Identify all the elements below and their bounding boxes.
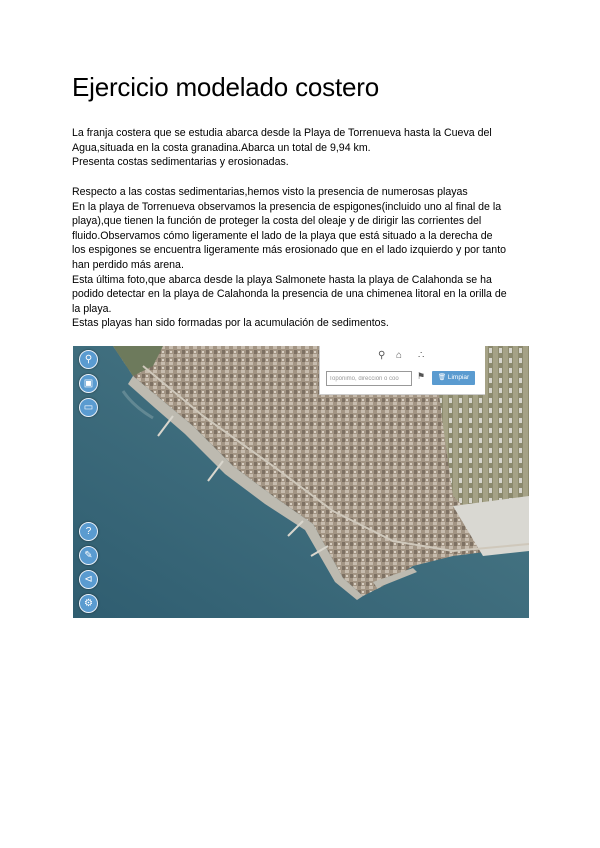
- text-line: Agua,situada en la costa granadina.Abarca un total de 9,94 km.: [72, 141, 371, 154]
- page-title: Ejercicio modelado costero: [72, 72, 379, 102]
- text-line: Presenta costas sedimentarias y erosionadas.: [72, 156, 289, 169]
- share-icon[interactable]: ⊲: [79, 570, 98, 589]
- text-line: fluido.Observamos cómo ligeramente el lado de la playa que está situado a la derecha de: [72, 229, 493, 242]
- layers-icon[interactable]: ▣: [79, 374, 98, 393]
- help-icon[interactable]: ?: [79, 522, 98, 541]
- clear-button[interactable]: 🗑 Limpiar: [432, 371, 475, 385]
- pencil-icon[interactable]: ✎: [79, 546, 98, 565]
- text-line: Respecto a las costas sedimentarias,hemos visto la presencia de numerosas playas: [72, 186, 468, 198]
- text-line: playa),que tienen la función de proteger la costa del oleaje y de dirigir las corrientes del: [72, 215, 482, 228]
- pin-icon[interactable]: ⚑: [417, 371, 426, 381]
- text-line: los espigones se encuentra ligeramente más erosionado que en el lado izquierdo y por tanto: [72, 244, 507, 257]
- text-line: han perdido más arena.: [72, 258, 184, 271]
- paragraph-analysis: [72, 185, 532, 331]
- aerial-map[interactable]: [73, 346, 529, 618]
- text-line: Esta última foto,que abarca desde la playa Salmonete hasta la playa de Calahonda se ha: [72, 273, 492, 286]
- paragraph-intro: [72, 126, 532, 170]
- text-line: podido detectar en la playa de Calahonda la presencia de una chimenea litoral en la orilla de: [72, 288, 507, 301]
- home-icon[interactable]: ⌂: [396, 350, 403, 361]
- settings-icon[interactable]: ⚙: [79, 594, 98, 613]
- clear-label: Limpiar: [447, 374, 470, 381]
- text-line: En la playa de Torrenueva observamos la presencia de espigones(incluido uno al final de la: [72, 200, 502, 213]
- text-line: La franja costera que se estudia abarca desde la Playa de Torrenueva hasta la Cueva del: [72, 127, 492, 139]
- search-input[interactable]: [326, 371, 412, 386]
- text-line: Estas playas han sido formadas por la acumulación de sedimentos.: [72, 317, 389, 330]
- text-line: la playa.: [72, 302, 112, 315]
- search-panel: [319, 346, 485, 395]
- network-icon[interactable]: ∴: [418, 350, 425, 361]
- zoom-icon[interactable]: ⚲: [79, 350, 98, 369]
- screen-icon[interactable]: ▭: [79, 398, 98, 417]
- search-icon[interactable]: ⚲: [378, 350, 386, 361]
